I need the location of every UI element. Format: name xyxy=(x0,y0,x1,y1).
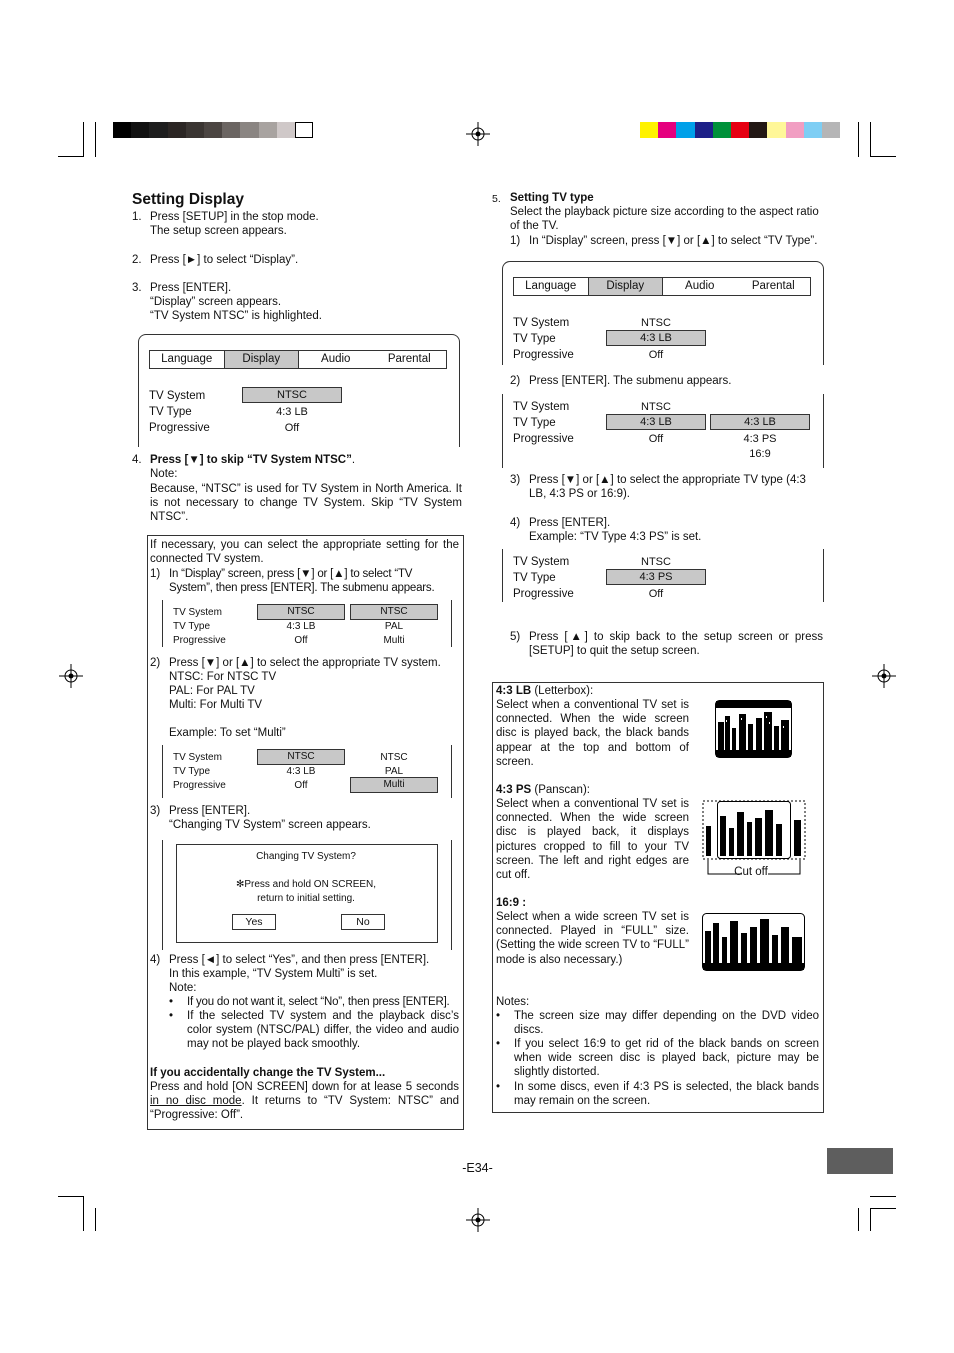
tv-type-step-1-number: 1) xyxy=(510,235,521,247)
set-tv-system-value: NTSC xyxy=(641,556,671,568)
option-43ps[interactable]: 4:3 PS xyxy=(743,433,777,445)
bullet: • xyxy=(496,1010,501,1022)
tab-parental[interactable]: Parental xyxy=(751,280,795,292)
multi-row-tv-type: TV Type xyxy=(173,766,211,777)
multi-tv-system-current[interactable]: NTSC xyxy=(257,749,345,765)
ps-text: Select when a conventional TV set is connected. When the wide screen disc is played back, it displays pictures cropped to fill to your TV screen. The left and right edges are cut off. xyxy=(496,798,689,882)
calibration-swatch xyxy=(804,122,822,138)
tv-type-menu-tabs xyxy=(513,277,811,296)
multi-row-tv-system: TV System xyxy=(173,752,222,763)
calibration-swatch xyxy=(749,122,767,138)
dialog-yes-button[interactable]: Yes xyxy=(232,914,276,930)
dialog-message-line-2: return to initial setting. xyxy=(257,893,355,904)
submenu-row-tv-system: TV System xyxy=(173,607,222,618)
set-tv-type-value-highlighted[interactable]: 4:3 PS xyxy=(606,569,706,585)
notes-title: Notes: xyxy=(496,996,530,1008)
multi-tv-type-value: 4:3 LB xyxy=(286,766,316,777)
lb-title: 4:3 LB xyxy=(496,685,532,697)
calibration-swatch xyxy=(786,122,804,138)
calibration-swatch xyxy=(658,122,676,138)
option-pal-desc: PAL: For PAL TV xyxy=(169,685,255,697)
calibration-swatch xyxy=(640,122,658,138)
tv-system-step-4-text: Press [◄] to select “Yes”, and then press [ENTER]. xyxy=(169,954,430,966)
set-row-progressive: Progressive xyxy=(513,588,574,600)
menu-row-tv-type: TV Type xyxy=(149,406,192,418)
ps-title: 4:3 PS xyxy=(496,784,532,796)
tv-type-step-1-text: In “Display” screen, press [▼] or [▲] to select “TV Type”. xyxy=(529,235,818,247)
step-4-title: Press [▼] to skip “TV System NTSC” xyxy=(150,454,352,466)
display-menu-screen xyxy=(138,334,460,447)
option-ntsc-desc: NTSC: For NTSC TV xyxy=(169,671,277,683)
calibration-swatch xyxy=(186,122,204,138)
tv-system-note-2: If the selected TV system and the playback disc’s color system (NTSC/PAL) differ, the video and audio may not be played back smoothly. xyxy=(187,1010,459,1051)
step-1-result: The setup screen appears. xyxy=(150,225,287,237)
tv-system-step-4-note-label: Note: xyxy=(169,982,197,994)
page-title: Setting Display xyxy=(132,191,244,208)
calibration-swatch xyxy=(149,122,167,138)
tv-type-step-5-text: Press [▲] to skip back to the setup screen or press [SETUP] to quit the setup screen. xyxy=(529,631,823,658)
option-pal[interactable]: PAL xyxy=(384,621,404,632)
option-43lb-highlighted[interactable]: 4:3 LB xyxy=(710,414,810,430)
ps-heading xyxy=(496,783,590,797)
tv-type-step-5-number: 5) xyxy=(510,631,521,643)
calibration-swatch xyxy=(131,122,149,138)
accident-text-b: . It returns to “TV System: NTSC” and “Progressive: Off”. xyxy=(150,1095,460,1122)
step-3-result: “Display” screen appears. xyxy=(150,296,282,308)
tv-system-step-3-result: “Changing TV System” screen appears. xyxy=(169,819,371,831)
tab-audio[interactable]: Audio xyxy=(321,353,351,365)
step-2-text: Press [►] to select “Display”. xyxy=(150,254,299,266)
registration-mark-left-icon xyxy=(59,664,83,688)
note-1: The screen size may differ depending on the DVD video discs. xyxy=(514,1010,819,1037)
menu-row-progressive: Progressive xyxy=(513,349,574,361)
submenu-row-tv-type: TV Type xyxy=(173,621,211,632)
tv-type-step-3-text: Press [▼] or [▲] to select the appropriate TV type (4:3 LB, 4:3 PS or 16:9). xyxy=(529,474,806,501)
wide-title: 16:9 : xyxy=(496,897,527,909)
tv-type-number: 5. xyxy=(492,193,501,205)
submenu-row-tv-type: TV Type xyxy=(513,417,556,429)
multi-option-multi-highlighted[interactable]: Multi xyxy=(350,777,438,793)
tab-display[interactable]: Display xyxy=(224,351,300,368)
tv-type-value-highlighted[interactable]: 4:3 LB xyxy=(606,330,706,346)
lb-subtitle: (Letterbox): xyxy=(531,685,594,697)
wide-text: Select when a wide screen TV set is connected. Played in “FULL” size. (Setting the wide screen TV to “FULL” mode is also necessary.) xyxy=(496,911,689,966)
registration-mark-right-icon xyxy=(872,664,896,688)
note-3: In some discs, even if 4:3 PS is selected, the black bands may remain on the screen. xyxy=(514,1081,819,1108)
tv-system-note-1: If you do not want it, select “No”, then press [ENTER]. xyxy=(187,996,450,1008)
progressive-value: Off xyxy=(284,422,300,434)
tab-language[interactable]: Language xyxy=(525,280,577,292)
step-2-number: 2. xyxy=(132,254,142,266)
option-multi[interactable]: Multi xyxy=(383,635,405,646)
step-3-number: 3. xyxy=(132,282,142,294)
lb-text: Select when a conventional TV set is connected. When the wide screen disc is played back, the black bands appear at the top and bottom of screen. xyxy=(496,699,689,768)
tab-display[interactable]: Display xyxy=(588,278,664,295)
tv-system-submenu-screen xyxy=(162,600,452,647)
calibration-swatch xyxy=(240,122,258,138)
calibration-swatch xyxy=(295,122,313,138)
calibration-swatch xyxy=(222,122,240,138)
set-progressive-value: Off xyxy=(648,588,664,600)
step-4-heading xyxy=(150,453,355,467)
tv-system-intro: If necessary, you can select the appropriate setting for the connected TV system. xyxy=(150,539,459,566)
calibration-swatch xyxy=(259,122,277,138)
tab-parental[interactable]: Parental xyxy=(387,353,431,365)
lb-heading xyxy=(496,684,593,698)
multi-progressive-value: Off xyxy=(294,780,308,791)
dialog-message-line-1: ✻Press and hold ON SCREEN, xyxy=(235,879,377,890)
dialog-no-button[interactable]: No xyxy=(341,914,385,930)
widescreen-illustration-icon xyxy=(702,913,805,971)
tv-system-value-highlighted[interactable]: NTSC xyxy=(242,387,342,403)
tv-type-value: 4:3 LB xyxy=(276,406,308,418)
menu-row-tv-type: TV Type xyxy=(513,333,556,345)
note-2: If you select 16:9 to get rid of the black bands on screen when wide screen disc is played back, picture may be slightly distorted. xyxy=(514,1038,819,1079)
tv-type-step-4-number: 4) xyxy=(510,517,521,529)
submenu-row-progressive: Progressive xyxy=(513,433,574,445)
calibration-swatch xyxy=(168,122,186,138)
step-3-text: Press [ENTER]. xyxy=(150,282,232,294)
option-169[interactable]: 16:9 xyxy=(749,448,771,460)
tv-type-submenu-screen xyxy=(502,394,824,468)
calibration-swatch xyxy=(676,122,694,138)
set-row-tv-system: TV System xyxy=(513,556,570,568)
calibration-swatch xyxy=(731,122,749,138)
step-4-number: 4. xyxy=(132,454,142,466)
submenu-tv-type-current[interactable]: 4:3 LB xyxy=(606,414,706,430)
registration-mark-top-icon xyxy=(466,122,490,146)
tv-type-title: Setting TV type xyxy=(510,192,594,204)
tv-type-set-screen xyxy=(502,549,824,602)
tv-system-step-3-text: Press [ENTER]. xyxy=(169,805,251,817)
page-edge-tab xyxy=(827,1148,893,1174)
tv-system-step-1-number: 1) xyxy=(150,568,161,580)
bullet: • xyxy=(496,1081,501,1093)
tab-language[interactable]: Language xyxy=(161,353,213,365)
calibration-swatch xyxy=(822,122,840,138)
tv-system-step-4-result: In this example, “TV System Multi” is set. xyxy=(169,968,378,980)
submenu-tv-type-value: 4:3 LB xyxy=(286,621,316,632)
accident-title: If you accidentally change the TV System... xyxy=(150,1067,386,1079)
tv-system-step-2-number: 2) xyxy=(150,657,161,669)
menu-row-progressive: Progressive xyxy=(149,422,210,434)
accident-text-underlined: in no disc mode xyxy=(150,1095,242,1108)
tv-type-step-4-text: Press [ENTER]. xyxy=(529,517,611,529)
calibration-swatch xyxy=(113,122,131,138)
multi-option-ntsc[interactable]: NTSC xyxy=(380,752,408,763)
tv-system-value: NTSC xyxy=(641,317,671,329)
submenu-tv-system-value: NTSC xyxy=(641,401,671,413)
step-4-note-label: Note: xyxy=(150,468,178,480)
submenu-row-tv-system: TV System xyxy=(513,401,570,413)
menu-row-tv-system: TV System xyxy=(149,390,206,402)
tv-system-step-2-text: Press [▼] or [▲] to select the appropriate TV system. xyxy=(169,657,441,669)
menu-tabs xyxy=(149,350,447,369)
cut-off-label: Cut off xyxy=(734,866,768,878)
step-4-note-text: Because, “NTSC” is used for TV System in North America. It is not necessary to change TV System. Skip “TV System NTSC”. xyxy=(150,483,462,524)
bullet: • xyxy=(496,1038,501,1050)
tv-type-step-2-text: Press [ENTER]. The submenu appears. xyxy=(529,375,732,387)
multi-option-pal[interactable]: PAL xyxy=(384,766,404,777)
registration-mark-bottom-icon xyxy=(466,1208,490,1232)
submenu-progressive-value: Off xyxy=(648,433,664,445)
tv-type-menu-screen xyxy=(502,261,824,365)
accident-text-a: Press and hold [ON SCREEN] down for at lease 5 seconds xyxy=(150,1081,459,1093)
multi-row-progressive: Progressive xyxy=(173,780,226,791)
tv-type-desc: Select the playback picture size according to the aspect ratio of the TV. xyxy=(510,206,819,233)
dialog-title: Changing TV System? xyxy=(256,851,356,862)
set-row-tv-type: TV Type xyxy=(513,572,556,584)
letterbox-illustration-icon xyxy=(715,700,792,758)
progressive-value: Off xyxy=(648,349,664,361)
option-multi-desc: Multi: For Multi TV xyxy=(169,699,263,711)
submenu-row-progressive: Progressive xyxy=(173,635,226,646)
calibration-swatch xyxy=(713,122,731,138)
tv-system-example: Example: To set “Multi” xyxy=(169,727,286,739)
tv-system-step-3-number: 3) xyxy=(150,805,161,817)
ps-subtitle: (Panscan): xyxy=(531,784,590,796)
changing-tv-system-screen xyxy=(162,840,452,950)
tv-system-step-4-number: 4) xyxy=(150,954,161,966)
tv-type-step-3-number: 3) xyxy=(510,474,521,486)
calibration-swatch xyxy=(204,122,222,138)
option-ntsc-highlighted[interactable]: NTSC xyxy=(350,604,438,620)
tab-audio[interactable]: Audio xyxy=(685,280,715,292)
step-1-number: 1. xyxy=(132,211,142,223)
bullet: • xyxy=(169,996,174,1008)
page-number: -E34- xyxy=(462,1161,493,1175)
calibration-swatch xyxy=(277,122,295,138)
tv-system-multi-screen xyxy=(162,745,452,798)
tv-type-step-2-number: 2) xyxy=(510,375,521,387)
step-4-period: . xyxy=(351,454,356,466)
accident-text xyxy=(150,1080,459,1123)
tv-type-step-4-result: Example: “TV Type 4:3 PS” is set. xyxy=(529,531,702,543)
menu-row-tv-system: TV System xyxy=(513,317,570,329)
submenu-tv-system-current[interactable]: NTSC xyxy=(257,604,345,620)
calibration-swatch xyxy=(767,122,785,138)
calibration-swatch xyxy=(695,122,713,138)
tv-system-step-1-text: In “Display” screen, press [▼] or [▲] to select “TV System”, then press [ENTER]. The submenu appears. xyxy=(169,568,435,595)
step-1-text: Press [SETUP] in the stop mode. xyxy=(150,211,319,223)
submenu-progressive-value: Off xyxy=(294,635,308,646)
step-3-highlight-note: “TV System NTSC” is highlighted. xyxy=(150,310,322,322)
bullet: • xyxy=(169,1010,174,1022)
